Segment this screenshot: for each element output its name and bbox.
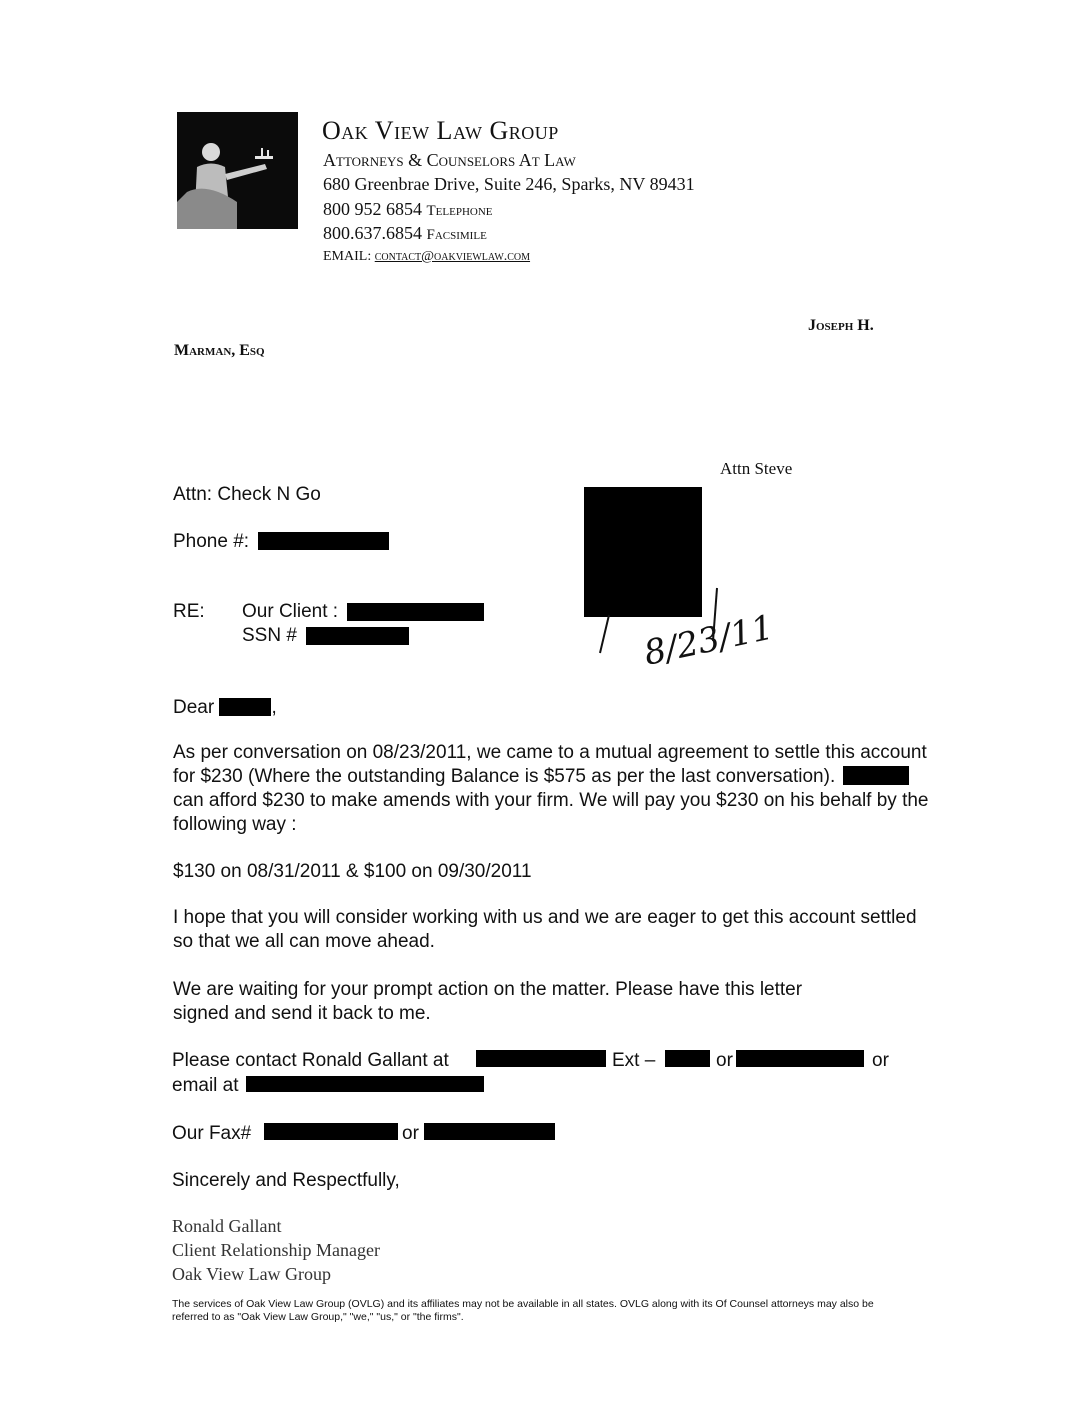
firm-tagline: Attorneys & Counselors At Law: [323, 150, 576, 170]
redacted-phone: [258, 532, 389, 550]
firm-logo: [177, 112, 298, 229]
firm-fax-number: 800.637.6854: [323, 223, 422, 243]
waiting-line-2: signed and send it back to me.: [173, 1003, 431, 1024]
signer-title: Client Relationship Manager: [172, 1240, 380, 1260]
firm-fax-label: Facsimile: [426, 227, 487, 243]
firm-fax: [323, 223, 487, 244]
salutation-comma: ,: [271, 697, 277, 718]
redacted-client-name: [347, 603, 484, 621]
payment-schedule: $130 on 08/31/2011 & $100 on 09/30/2011: [173, 861, 532, 882]
redacted-ssn: [306, 627, 409, 645]
handwritten-date-mark: [595, 583, 778, 678]
contact-or-1: or: [716, 1050, 733, 1071]
attorney-name-first: Joseph H.: [808, 317, 874, 334]
contact-or-2: or: [872, 1050, 889, 1071]
re-label: RE:: [173, 601, 205, 622]
settlement-paragraph: [173, 741, 933, 837]
salutation-text: Dear: [173, 697, 215, 718]
redacted-fax-1: [264, 1123, 398, 1140]
ssn-label: SSN #: [242, 625, 297, 646]
client-label: Our Client :: [242, 601, 339, 622]
redacted-debtor-name: [843, 766, 909, 785]
firm-address: 680 Greenbrae Drive, Suite 246, Sparks, NV 89431: [323, 174, 695, 194]
attorney-name-last: Marman, Esq: [174, 342, 265, 359]
signer-company: Oak View Law Group: [172, 1264, 332, 1284]
closing: Sincerely and Respectfully,: [172, 1170, 400, 1191]
waiting-line-1: We are waiting for your prompt action on the matter. Please have this letter: [173, 979, 803, 1000]
contact-ext-label: Ext –: [612, 1050, 656, 1071]
email-link[interactable]: contact@oakviewlaw.com: [374, 249, 531, 264]
handwritten-date: 8/23/11: [640, 607, 778, 674]
firm-phone-number: 800 952 6854: [323, 199, 422, 219]
attn-line: Attn: Check N Go: [173, 484, 321, 505]
contact-prefix: Please contact Ronald Gallant at: [172, 1050, 449, 1071]
fax-or: or: [402, 1123, 419, 1144]
firm-phone: [323, 199, 493, 220]
email-label: EMAIL:: [323, 249, 372, 264]
redacted-recipient: [219, 698, 271, 716]
redacted-email: [246, 1076, 484, 1092]
redacted-fax-2: [424, 1123, 555, 1140]
contact-email-label: email at: [172, 1075, 239, 1096]
redacted-extension: [665, 1050, 710, 1067]
footer-disclaimer: The services of Oak View Law Group (OVLG) and its affiliates may not be available in all states. OVLG along with its Of Counsel attorneys may also be referred to as "Oak View Law Group," "we," "us," or "the firms".: [172, 1298, 874, 1323]
redacted-contact-phone: [476, 1050, 606, 1067]
hope-paragraph: I hope that you will consider working with us and we are eager to get this account settled so that we all can move ahead.: [173, 907, 917, 952]
firm-name: Oak View Law Group: [322, 116, 559, 145]
handwritten-attn-note: Attn Steve: [720, 459, 793, 478]
salutation: [173, 696, 277, 720]
redacted-alt-phone: [736, 1050, 864, 1067]
signer-name: Ronald Gallant: [172, 1216, 282, 1236]
settlement-text-b: can afford $230 to make amends with your firm. We will pay you $230 on his behalf by the following way :: [173, 790, 929, 835]
firm-phone-label: Telephone: [426, 203, 493, 219]
phone-label: Phone #:: [173, 531, 250, 552]
logo-figure-icon: [177, 112, 298, 229]
settlement-text-a: As per conversation on 08/23/2011, we came to a mutual agreement to settle this account for $230 (Where the outstanding Balance is $575 as per the last conversation).: [173, 742, 927, 787]
our-fax-label: Our Fax#: [172, 1123, 252, 1144]
firm-email: [323, 249, 530, 265]
